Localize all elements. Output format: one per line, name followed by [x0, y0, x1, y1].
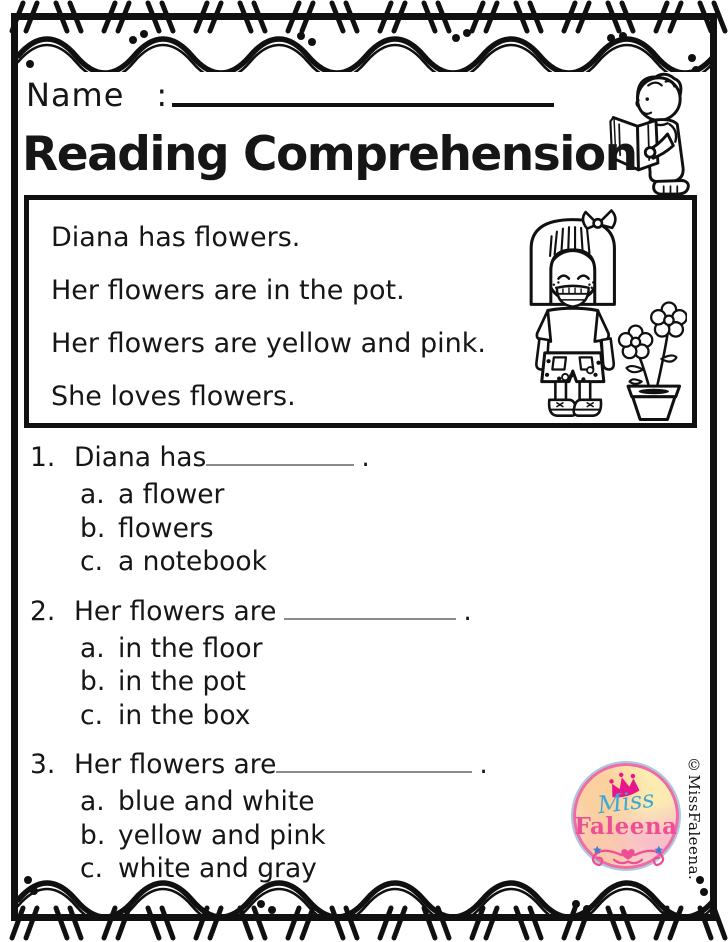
question-2 [30, 591, 698, 733]
option-text: in the box [118, 699, 251, 731]
question-prompt [30, 437, 698, 478]
option-text: blue and white [118, 786, 315, 817]
question-text: Diana has [74, 442, 207, 473]
option-letter: a. [80, 786, 105, 817]
answer-blank[interactable] [284, 594, 456, 620]
question-suffix: . [463, 595, 472, 627]
question-1 [30, 437, 698, 579]
option-letter: a. [80, 632, 105, 664]
option-row [80, 632, 698, 666]
question-number: 1. [30, 442, 56, 473]
passage-line: Her flowers are in the pot. [51, 275, 405, 306]
question-suffix: . [361, 442, 370, 473]
question-number: 2. [30, 595, 56, 627]
question-number: 3. [30, 749, 56, 780]
option-letter: c. [80, 853, 103, 884]
option-text: white and gray [118, 853, 317, 884]
option-letter: a. [80, 479, 105, 510]
passage-line: Her flowers are yellow and pink. [51, 328, 486, 359]
name-colon: : [156, 76, 169, 114]
logo-word-faleena: Faleena [574, 813, 678, 840]
option-row [80, 512, 698, 546]
option-text: a notebook [118, 546, 267, 577]
answer-blank[interactable] [276, 747, 472, 773]
name-row [26, 76, 554, 114]
option-letter: c. [80, 546, 103, 577]
girl-with-flowerpot-illustration [516, 209, 687, 421]
passage-line: She loves flowers. [51, 381, 296, 412]
question-prompt [30, 591, 698, 632]
page-title: Reading Comprehension [22, 127, 637, 182]
options-list [80, 632, 698, 733]
option-row [80, 665, 698, 699]
option-text: yellow and pink [118, 819, 326, 851]
option-text: in the pot [118, 666, 246, 697]
answer-blank[interactable] [206, 440, 354, 466]
miss-faleena-logo [571, 761, 681, 871]
option-letter: c. [80, 699, 103, 731]
options-list [80, 478, 698, 579]
question-suffix: . [479, 749, 488, 780]
swirl-flourish-icon [586, 843, 670, 869]
passage-line: Diana has flowers. [51, 222, 301, 253]
name-label: Name [26, 76, 125, 114]
logo-word-miss: Miss [596, 784, 656, 820]
option-letter: b. [80, 819, 106, 851]
wavy-border-top-icon [16, 26, 712, 72]
passage-text [51, 211, 486, 423]
hatch-border-bottom-icon [0, 902, 728, 942]
option-row [80, 478, 698, 512]
name-input-line[interactable] [172, 103, 554, 107]
question-text: Her flowers are [74, 749, 277, 780]
option-row [80, 699, 698, 733]
option-text: in the floor [118, 632, 263, 664]
question-text: Her flowers are [74, 595, 277, 627]
option-letter: b. [80, 666, 106, 697]
option-text: a flower [118, 479, 225, 510]
heart-icon [621, 849, 634, 860]
option-row [80, 545, 698, 579]
option-text: flowers [118, 512, 214, 544]
passage-box [24, 195, 697, 428]
option-letter: b. [80, 512, 106, 544]
copyright-vertical-text: ©MissFaleena. [685, 756, 703, 881]
